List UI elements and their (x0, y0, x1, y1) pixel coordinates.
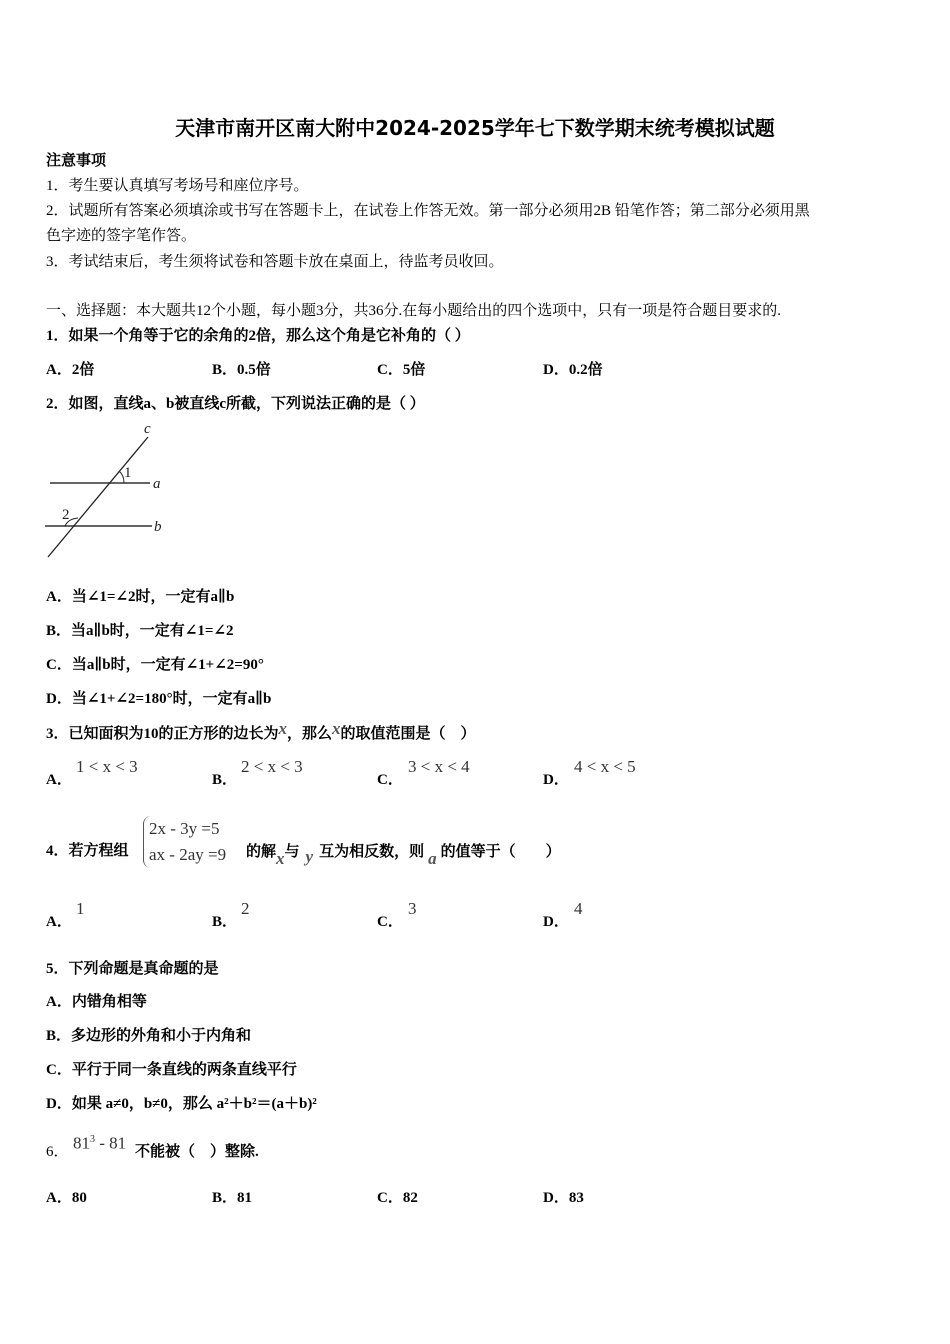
q1-option-b: B．0.5倍 (212, 362, 271, 378)
angle-1-label: 1 (124, 465, 132, 481)
q1-option-a: A．2倍 (46, 362, 95, 378)
q4-label-b: B． (212, 914, 238, 930)
q3-stem-text: ，那么 (287, 726, 333, 742)
q4-label-d: D． (543, 914, 569, 930)
var-x: x (278, 719, 288, 738)
q5-option-a: A．内错角相等 (46, 994, 147, 1010)
q6-option-b: B．81 (212, 1190, 253, 1206)
equation-system (143, 816, 226, 868)
q3-label-d: D． (543, 772, 569, 788)
var-x: x (276, 849, 285, 868)
section-heading: 一、选择题：本大题共12个小题，每小题3分，共36分.在每小题给出的四个选项中，只有一项是符合题目要求的. (46, 303, 782, 319)
q6-option-d: D．83 (543, 1190, 584, 1206)
q2-option-d: D．当∠1+∠2=180°时，一定有a∥b (46, 691, 272, 707)
q2-option-b: B．当a∥b时，一定有∠1=∠2 (46, 623, 234, 639)
question-6-number: 6． (46, 1144, 69, 1160)
q6-expression (73, 1130, 126, 1154)
q1-option-d: D．0.2倍 (543, 362, 603, 378)
q3-label-a: A． (46, 772, 72, 788)
q5-option-c: C．平行于同一条直线的两条直线平行 (46, 1062, 297, 1078)
var-a: a (428, 849, 437, 868)
q4-option-c: 3 (408, 899, 417, 918)
angle-2-label: 2 (62, 507, 70, 523)
question-3-stem (46, 719, 476, 744)
q3-option-c: 3 < x < 4 (408, 757, 470, 776)
q4-text: 的值等于（ ） (440, 844, 561, 860)
page-title: 天津市南开区南大附中2024-2025学年七下数学期末统考模拟试题 (175, 116, 775, 140)
q3-label-c: C． (377, 772, 403, 788)
label-b: b (154, 519, 162, 535)
question-1-stem: 1．如果一个角等于它的余角的2倍，那么这个角是它补角的（ ） (46, 328, 470, 344)
q4-option-a: 1 (76, 899, 85, 918)
question-2-stem: 2．如图，直线a、b被直线c所截，下列说法正确的是（ ） (46, 396, 425, 412)
question-4-stem: 4．若方程组 (46, 843, 129, 859)
q3-stem-text: 3．已知面积为10的正方形的边长为 (46, 726, 279, 742)
question-5-stem: 5．下列命题是真命题的是 (46, 961, 219, 977)
notice-heading: 注意事项 (46, 153, 107, 169)
q4-option-d: 4 (574, 899, 583, 918)
expr-exponent: 3 (90, 1134, 95, 1145)
label-c: c (144, 421, 151, 437)
expr-rest: - 81 (95, 1133, 127, 1153)
q4-text: 与 (284, 844, 300, 860)
q1-option-c: C．5倍 (377, 362, 426, 378)
q4-label-c: C． (377, 914, 403, 930)
q3-option-d: 4 < x < 5 (574, 757, 636, 776)
equation-2: ax - 2ay =9 (149, 845, 227, 864)
notice-item: 色字迹的签字笔作答。 (46, 228, 197, 244)
q4-text: 互为相反数，则 (319, 844, 425, 860)
q3-option-a: 1 < x < 3 (76, 757, 138, 776)
q4-label-a: A． (46, 914, 72, 930)
q3-option-b: 2 < x < 3 (241, 757, 303, 776)
q2-option-c: C．当a∥b时，一定有∠1+∠2=90° (46, 657, 264, 673)
parallel-lines-figure (40, 415, 180, 565)
question-6-stem: 不能被（ ）整除. (135, 1144, 259, 1160)
label-a: a (153, 476, 161, 492)
q5-option-d: D．如果 a≠0，b≠0，那么 a²＋b²＝(a＋b)² (46, 1096, 317, 1112)
notice-item: 3．考试结束后，考生须将试卷和答题卡放在桌面上，待监考员收回。 (46, 254, 504, 270)
notice-item: 1．考生要认真填写考场号和座位序号。 (46, 178, 309, 194)
equation-1: 2x - 3y =5 (149, 819, 220, 838)
q3-stem-text: 的取值范围是（ ） (340, 726, 476, 742)
q2-option-a: A．当∠1=∠2时，一定有a∥b (46, 589, 235, 605)
q4-stem-rest (246, 841, 561, 868)
q4-text: 的解 (246, 844, 277, 860)
notice-item: 2．试题所有答案必须填涂或书写在答题卡上，在试卷上作答无效。第一部分必须用2B 铅笔作答；第二部分必须用黑 (46, 203, 810, 219)
q3-label-b: B． (212, 772, 238, 788)
q6-option-a: A．80 (46, 1190, 87, 1206)
var-x: x (332, 719, 341, 738)
q6-option-c: C．82 (377, 1190, 418, 1206)
var-y: y (305, 847, 314, 866)
expr-base: 81 (73, 1133, 90, 1153)
q4-option-b: 2 (241, 899, 250, 918)
q5-option-b: B．多边形的外角和小于内角和 (46, 1028, 252, 1044)
